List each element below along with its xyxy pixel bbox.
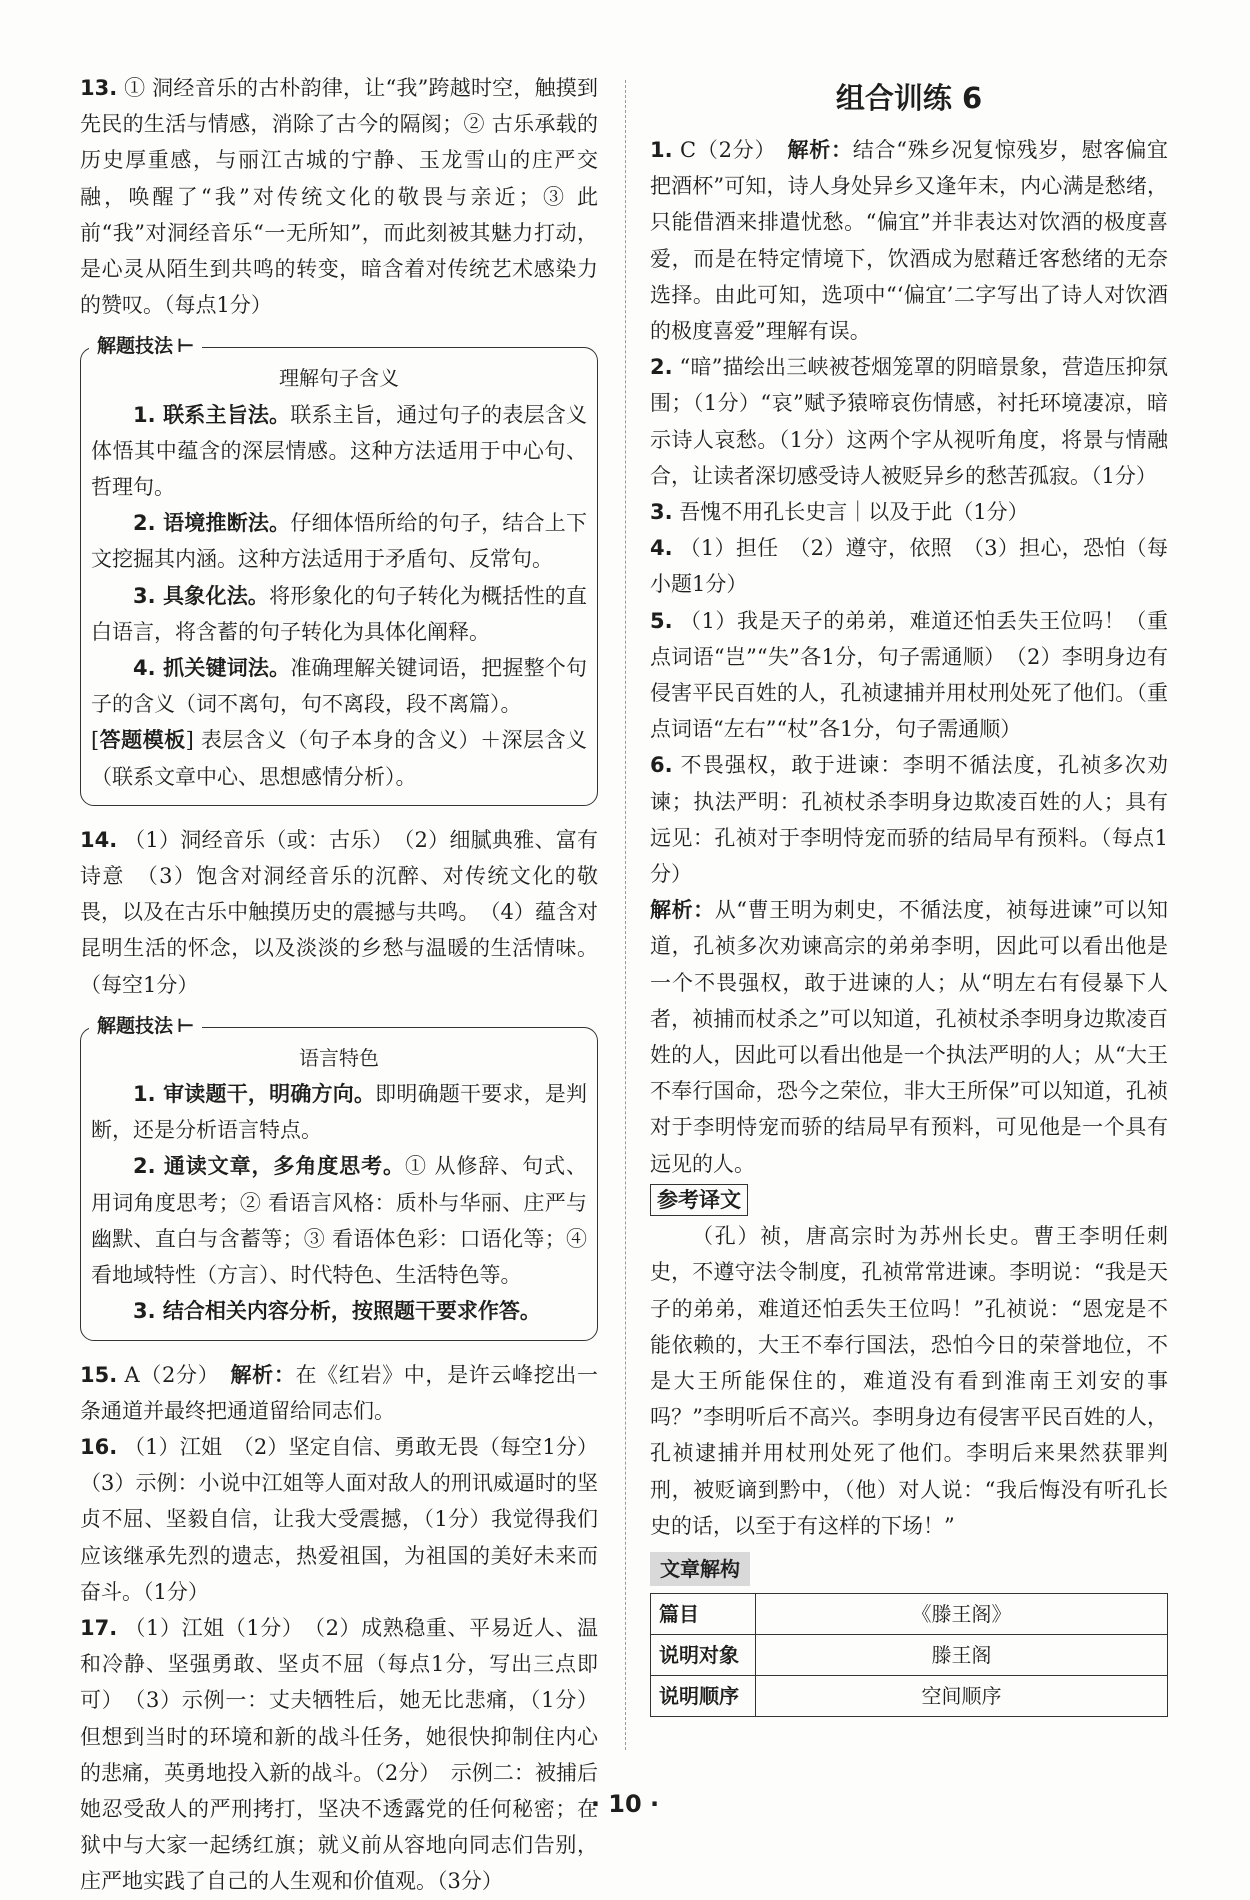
technique-item: 1. 审读题干，明确方向。即明确题干要求，是判断，还是分析语言特点。 — [91, 1082, 587, 1143]
section-title: 组合训练 6 — [835, 81, 983, 115]
technique-item: 3. 结合相关内容分析，按照题干要求作答。 — [133, 1299, 541, 1324]
technique-item: 3. 具象化法。将形象化的句子转化为概括性的直白语言，将含蓄的句子转化为具体化阐释。 — [91, 583, 588, 644]
technique-box-sentence-meaning — [80, 335, 598, 805]
right-column — [650, 70, 1168, 1717]
answer-13: 13. ① 洞经音乐的古朴韵律，让“我”跨越时空，触摸到先民的生活与情感，消除了古今的隔阂；② 古乐承载的历史厚重感，与丽江古城的宁静、玉龙雪山的庄严交融，唤醒了“我”对传统文化的敬畏与亲近；③ 此前“我”对洞经音乐“一无所知”，而此刻被其魅力打动，是心灵从陌生到共鸣的转变，暗含着对传统艺术感染力的赞叹。（每点1分） — [80, 76, 598, 318]
answer-3: 3. 吾愧不用孔长史言｜以及于此（1分） — [650, 500, 1029, 525]
left-column — [80, 70, 598, 1900]
answer-6: 6. 不畏强权，敢于进谏：李明不循法度，孔祯多次劝谏；执法严明：孔祯杖杀李明身边欺凌百姓的人；具有远见：孔祯对于李明恃宠而骄的结局早有预料。（每点1分） — [650, 753, 1168, 887]
answer-template: [答题模板] 表层含义（句子本身的含义）＋深层含义（联系文章中心、思想感情分析）。 — [91, 728, 587, 789]
box-rule — [221, 1027, 557, 1028]
answer-5: 5. （1）我是天子的弟弟，难道还怕丢失王位吗！（重点词语“岂”“失”各1分，句子需通顺） （2）李明身边有侵害平民百姓的人，孔祯逮捕并用杖刑处死了他们。（重点词语“左右”“杖”各1分，句子需通顺） — [650, 608, 1168, 742]
answer-14: 14. （1）洞经音乐（或：古乐） （2）细腻典雅、富有诗意 （3）饱含对洞经音乐的沉醉、对传统文化的敬畏，以及在古乐中触摸历史的震撼与共鸣。 （4）蕴含对昆明生活的怀念，以及淡淡的乡愁与温暖的生活情味。（每空1分） — [80, 827, 598, 997]
table-row: 说明顺序 空间顺序 — [651, 1676, 1168, 1717]
answer-2: 2. “暗”描绘出三峡被苍烟笼罩的阴暗景象，营造压抑氛围；（1分）“哀”赋予猿啼哀伤情感，衬托环境凄凉，暗示诗人哀愁。（1分）这两个字从视听角度，将景与情融合，让读者深切感受诗人被贬异乡的愁苦孤寂。（1分） — [650, 355, 1168, 488]
answer-6-analysis: 解析：从“曹王明为刺史，不循法度，祯每进谏”可以知道，孔祯多次劝谏高宗的弟弟李明，因此可以看出他是一个不畏强权，敢于进谏的人；从“明左右有侵暴下人者，祯捕而杖杀之”可以知道，孔祯杖杀李明身边欺凌百姓的人，因此可以看出他是一个执法严明的人；从“大王不奉行国命，恐今之荣位，非大王所保”可以知道，孔祯对于李明恃宠而骄的结局早有预料，可见他是一个具有远见的人。 — [650, 898, 1168, 1176]
answer-17: 17. （1）江姐（1分） （2）成熟稳重、平易近人、温和冷静、坚强勇敢、坚贞不屈（每点1分，写出三点即可） （3）示例一：丈夫牺牲后，她无比悲痛，（1分）但想到当时的环境和新的战斗任务，她很快抑制住内心的悲痛，英勇地投入新的战斗。（2分） 示例二：被捕后她忍受敌人的严刑拷打，坚决不透露党的任何秘密；在狱中与大家一起绣红旗；就义前从容地向同志们告别，庄严地实践了自己的人生观和价值观。（3分） — [80, 1615, 598, 1894]
table-row: 说明对象 滕王阁 — [651, 1635, 1168, 1676]
answer-15: 15. A（2分） 解析：在《红岩》中，是许云峰挖出一条通道并最终把通道留给同志们。 — [80, 1362, 599, 1423]
technique-box-language-features — [80, 1014, 598, 1341]
technique-item: 4. 抓关键词法。准确理解关键词语，把握整个句子的含义（词不离句，句不离段，段不离篇）。 — [91, 656, 588, 717]
technique-tag: 解题技法 ⊢ — [89, 1014, 202, 1038]
column-divider — [625, 80, 626, 1750]
table-row: 篇目 《滕王阁》 — [651, 1594, 1168, 1635]
technique-title: 理解句子含义 — [279, 366, 399, 391]
reference-translation: （孔）祯，唐高宗时为苏州长史。曹王李明任刺史，不遵守法令制度，孔祯常常进谏。李明说：“我是天子的弟弟，难道还怕丢失王位吗！”孔祯说：“恩宠是不能依赖的，大王不奉行国法，恐怕今日的荣誉地位，不是大王所能保住的，难道没有看到淮南王刘安的事吗？”李明听后不高兴。李明身边有侵害平民百姓的人，孔祯逮捕并用杖刑处死了他们。李明后来果然获罪判刑，被贬谪到黔中，（他）对人说：“我后悔没有听孔长史的话，以至于有这样的下场！” — [650, 1224, 1168, 1538]
technique-tag: 解题技法 ⊢ — [89, 334, 202, 358]
technique-item: 1. 联系主旨法。联系主旨，通过句子的表层含义体悟其中蕴含的深层情感。这种方法适用于中心句、哲理句。 — [91, 402, 588, 500]
article-structure-label: 文章解构 — [650, 1552, 750, 1586]
article-structure-table — [650, 1593, 1168, 1717]
answer-16: 16. （1）江姐 （2）坚定自信、勇敢无畏（每空1分）（3）示例：小说中江姐等人面对敌人的刑讯威逼时的坚贞不屈、坚毅自信，让我大受震撼，（1分）我觉得我们应该继承先烈的遗志，热爱祖国，为祖国的美好未来而奋斗。（1分） — [80, 1434, 598, 1604]
answer-1: 1. C（2分） 解析：结合“殊乡况复惊残岁，慰客偏宜把酒杯”可知，诗人身处异乡又逢年末，内心满是愁绪，只能借酒来排遣忧愁。“偏宜”并非表达对饮酒的极度喜爱，而是在特定情境下，饮酒成为慰藉迁客愁绪的无奈选择。由此可知，选项中“‘偏宜’二字写出了诗人对饮酒的极度喜爱”理解有误。 — [650, 138, 1169, 344]
answer-4: 4. （1）担任 （2）遵守，依照 （3）担心，恐怕（每小题1分） — [650, 536, 1168, 597]
technique-item: 2. 通读文章，多角度思考。① 从修辞、句式、用词角度思考；② 看语言风格：质朴与华丽、庄严与幽默、直白与含蓄等；③ 看语体色彩：口语化等；④ 看地域特性（方言）、时代特色、生活特色等。 — [91, 1154, 587, 1288]
page-number: · 10 · — [590, 1790, 660, 1818]
reference-translation-label: 参考译文 — [650, 1184, 748, 1216]
box-rule — [221, 347, 557, 348]
technique-item: 2. 语境推断法。仔细体悟所给的句子，结合上下文挖掘其内涵。这种方法适用于矛盾句、反常句。 — [91, 511, 588, 572]
technique-title: 语言特色 — [299, 1045, 379, 1070]
